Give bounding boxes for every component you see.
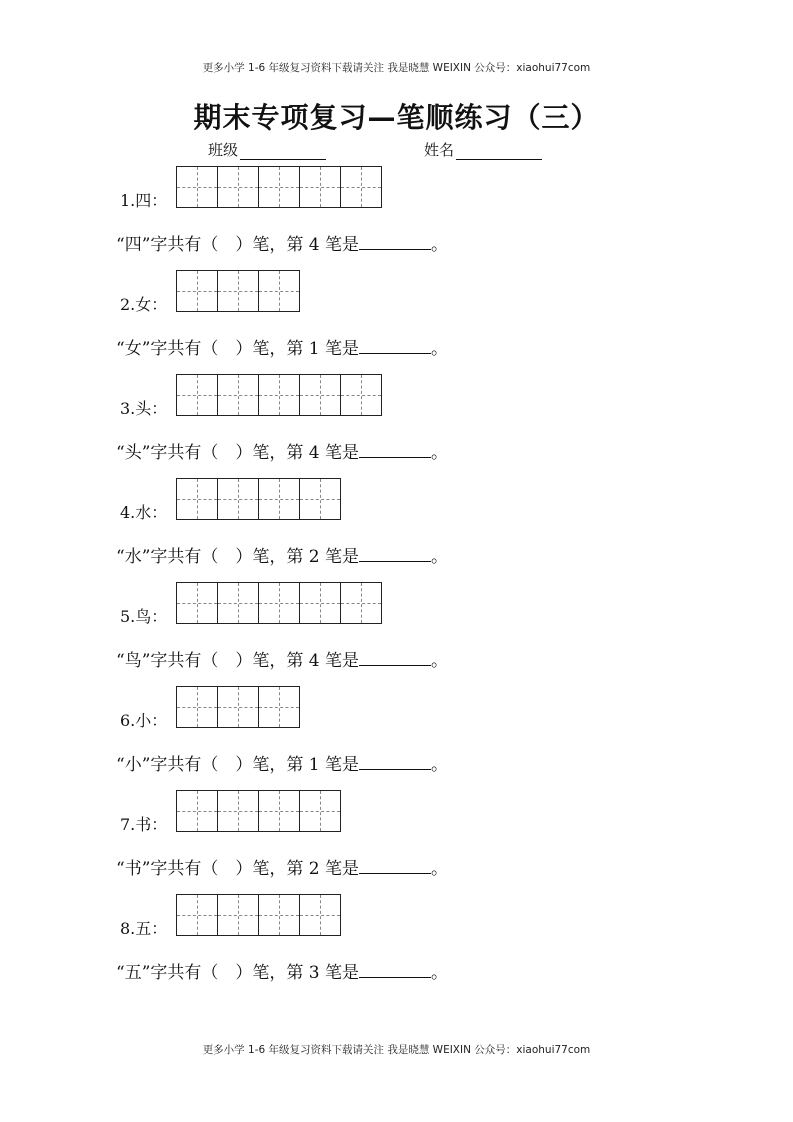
question-line: [116, 334, 448, 359]
question-text: “头”字共有（ ）笔，第 4 笔是: [116, 443, 360, 463]
question-end: 。: [431, 443, 449, 463]
class-label: 班级: [208, 141, 239, 159]
question-line: [116, 646, 448, 671]
question-end: 。: [431, 547, 449, 567]
exercise-item: [116, 166, 720, 270]
item-label: 5.鸟：: [120, 607, 168, 626]
answer-blank[interactable]: [359, 963, 431, 978]
question-text: “女”字共有（ ）笔，第 1 笔是: [116, 339, 360, 359]
question-line: [116, 854, 448, 879]
writing-cell[interactable]: [217, 478, 259, 520]
answer-blank[interactable]: [359, 651, 431, 666]
question-text: “水”字共有（ ）笔，第 2 笔是: [116, 547, 360, 567]
writing-cell[interactable]: [176, 582, 218, 624]
question-end: 。: [431, 651, 449, 671]
writing-cell[interactable]: [217, 894, 259, 936]
item-label: 3.头：: [120, 399, 168, 418]
exercise-item: [116, 582, 720, 686]
item-label: 2.女：: [120, 295, 168, 314]
writing-cell[interactable]: [217, 270, 259, 312]
name-label: 姓名: [424, 141, 455, 159]
writing-cell[interactable]: [258, 686, 300, 728]
answer-blank[interactable]: [359, 235, 431, 250]
writing-grid: [176, 790, 340, 832]
item-label: 1.四：: [120, 191, 168, 210]
exercise-item: [116, 686, 720, 790]
writing-cell[interactable]: [217, 374, 259, 416]
question-line: [116, 438, 448, 463]
writing-grid: [176, 374, 381, 416]
item-label: 4.水：: [120, 503, 168, 522]
question-line: [116, 542, 448, 567]
question-text: “小”字共有（ ）笔，第 1 笔是: [116, 755, 360, 775]
writing-cell[interactable]: [258, 166, 300, 208]
question-end: 。: [431, 963, 449, 983]
writing-cell[interactable]: [299, 166, 341, 208]
question-line: [116, 230, 448, 255]
item-label: 6.小：: [120, 711, 168, 730]
name-input-line[interactable]: [456, 143, 542, 160]
writing-grid: [176, 894, 340, 936]
writing-cell[interactable]: [258, 894, 300, 936]
writing-cell[interactable]: [258, 582, 300, 624]
question-text: “书”字共有（ ）笔，第 2 笔是: [116, 859, 360, 879]
writing-cell[interactable]: [217, 582, 259, 624]
writing-cell[interactable]: [176, 478, 218, 520]
page-header: 更多小学 1-6 年级复习资料下载请关注 我是晓慧 WEIXIN 公众号：xiaohui77com: [202, 62, 591, 74]
answer-blank[interactable]: [359, 339, 431, 354]
question-text: “四”字共有（ ）笔，第 4 笔是: [116, 235, 360, 255]
exercise-item: [116, 478, 720, 582]
item-label: 8.五：: [120, 919, 168, 938]
question-end: 。: [431, 235, 449, 255]
writing-cell[interactable]: [217, 686, 259, 728]
answer-blank[interactable]: [359, 547, 431, 562]
question-text: “五”字共有（ ）笔，第 3 笔是: [116, 963, 360, 983]
class-input-line[interactable]: [240, 143, 326, 160]
writing-cell[interactable]: [258, 478, 300, 520]
writing-cell[interactable]: [176, 270, 218, 312]
item-label: 7.书：: [120, 815, 168, 834]
writing-grid: [176, 166, 381, 208]
question-text: “鸟”字共有（ ）笔，第 4 笔是: [116, 651, 360, 671]
writing-cell[interactable]: [176, 894, 218, 936]
exercise-item: [116, 374, 720, 478]
writing-cell[interactable]: [299, 478, 341, 520]
answer-blank[interactable]: [359, 859, 431, 874]
writing-cell[interactable]: [176, 790, 218, 832]
page-footer: 更多小学 1-6 年级复习资料下载请关注 我是晓慧 WEIXIN 公众号：xiaohui77com: [202, 1044, 591, 1056]
answer-blank[interactable]: [359, 443, 431, 458]
writing-cell[interactable]: [299, 374, 341, 416]
question-line: [116, 750, 448, 775]
class-field: [208, 139, 326, 160]
writing-cell[interactable]: [176, 166, 218, 208]
question-line: [116, 958, 448, 983]
writing-cell[interactable]: [176, 686, 218, 728]
page-title: 期末专项复习—笔顺练习（三）: [193, 101, 600, 134]
writing-cell[interactable]: [258, 270, 300, 312]
name-field: [424, 139, 542, 160]
writing-grid: [176, 270, 299, 312]
question-end: 。: [431, 339, 449, 359]
answer-blank[interactable]: [359, 755, 431, 770]
writing-grid: [176, 478, 340, 520]
writing-cell[interactable]: [340, 166, 382, 208]
writing-cell[interactable]: [217, 790, 259, 832]
writing-cell[interactable]: [299, 790, 341, 832]
writing-cell[interactable]: [217, 166, 259, 208]
writing-cell[interactable]: [340, 582, 382, 624]
exercise-item: [116, 790, 720, 894]
writing-grid: [176, 686, 299, 728]
writing-cell[interactable]: [299, 582, 341, 624]
exercise-item: [116, 270, 720, 374]
writing-cell[interactable]: [258, 374, 300, 416]
writing-grid: [176, 582, 381, 624]
writing-cell[interactable]: [299, 894, 341, 936]
writing-cell[interactable]: [258, 790, 300, 832]
writing-cell[interactable]: [340, 374, 382, 416]
question-end: 。: [431, 859, 449, 879]
writing-cell[interactable]: [176, 374, 218, 416]
question-end: 。: [431, 755, 449, 775]
exercise-item: [116, 894, 720, 998]
